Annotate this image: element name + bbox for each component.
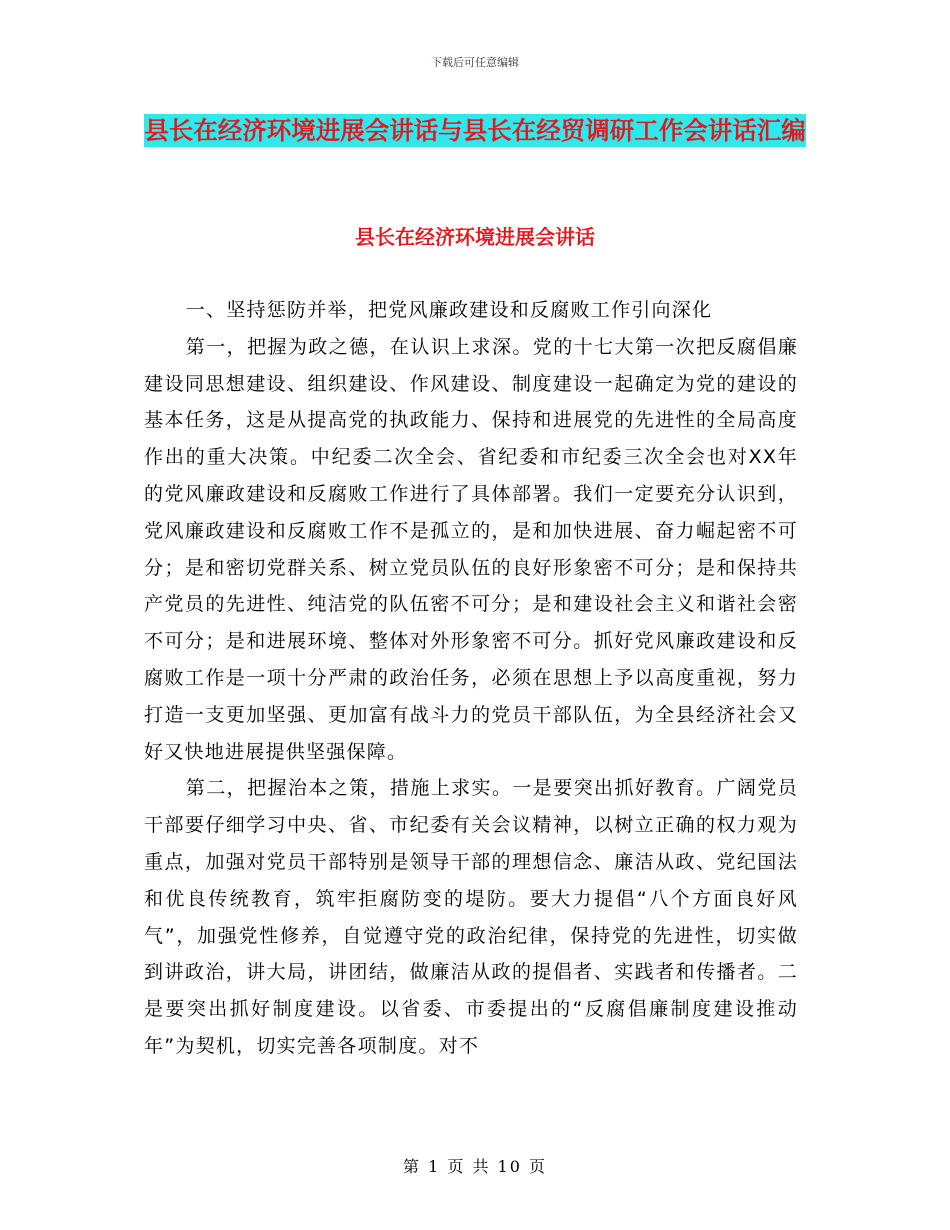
section-title: 县长在经济环境进展会讲话 (355, 225, 595, 249)
header-note: 下载后可任意编辑 (431, 56, 519, 69)
document-title (140, 108, 810, 154)
paragraph-heading: 一、坚持惩防并举，把党风廉政建设和反腐败工作引向深化 (185, 299, 713, 321)
paragraph: 第一，把握为政之德，在认识上求深。党的十七大第一次把反腐倡廉建设同思想建设、组织建设、作风建设、制度建设一起确定为党的建设的基本任务，这是从提高党的执政能力、保持和进展党的先进性的全局高度作出的重大决策。中纪委二次全会、省纪委和市纪委三次全会也对XX年的党风廉政建设和反腐败工作进行了具体部署。我们一定要充分认识到，党风廉政建设和反腐败工作不是孤立的，是和加快进展、奋力崛起密不可分；是和密切党群关系、树立党员队伍的良好形象密不可分；是和保持共产党员的先进性、纯洁党的队伍密不可分；是和建设社会主义和谐社会密不可分；是和进展环境、整体对外形象密不可分。抓好党风廉政建设和反腐败工作是一项十分严肃的政治任务，必须在思想上予以高度重视，努力打造一支更加坚强、更加富有战斗力的党员干部队伍，为全县经济社会又好又快地进展提供坚强保障。 (144, 335, 798, 763)
page-number: 第 1 页 共 10 页 (403, 1157, 547, 1176)
paragraph: 第二，把握治本之策，措施上求实。一是要突出抓好教育。广阔党员干部要仔细学习中央、省、市纪委有关会议精神，以树立正确的权力观为重点，加强对党员干部特别是领导干部的理想信念、廉洁从政、党纪国法和优良传统教育，筑牢拒腐防变的堤防。要大力提倡“八个方面良好风气”，加强党性修养，自觉遵守党的政治纪律，保持党的先进性，切实做到讲政治，讲大局，讲团结，做廉洁从政的提倡者、实践者和传播者。二是要突出抓好制度建设。以省委、市委提出的“反腐倡廉制度建设推动年”为契机，切实完善各项制度。对不 (144, 777, 798, 1057)
body-text (144, 292, 798, 1065)
document-title-text: 县长在经济环境进展会讲话与县长在经贸调研工作会讲话汇编 (144, 116, 806, 145)
